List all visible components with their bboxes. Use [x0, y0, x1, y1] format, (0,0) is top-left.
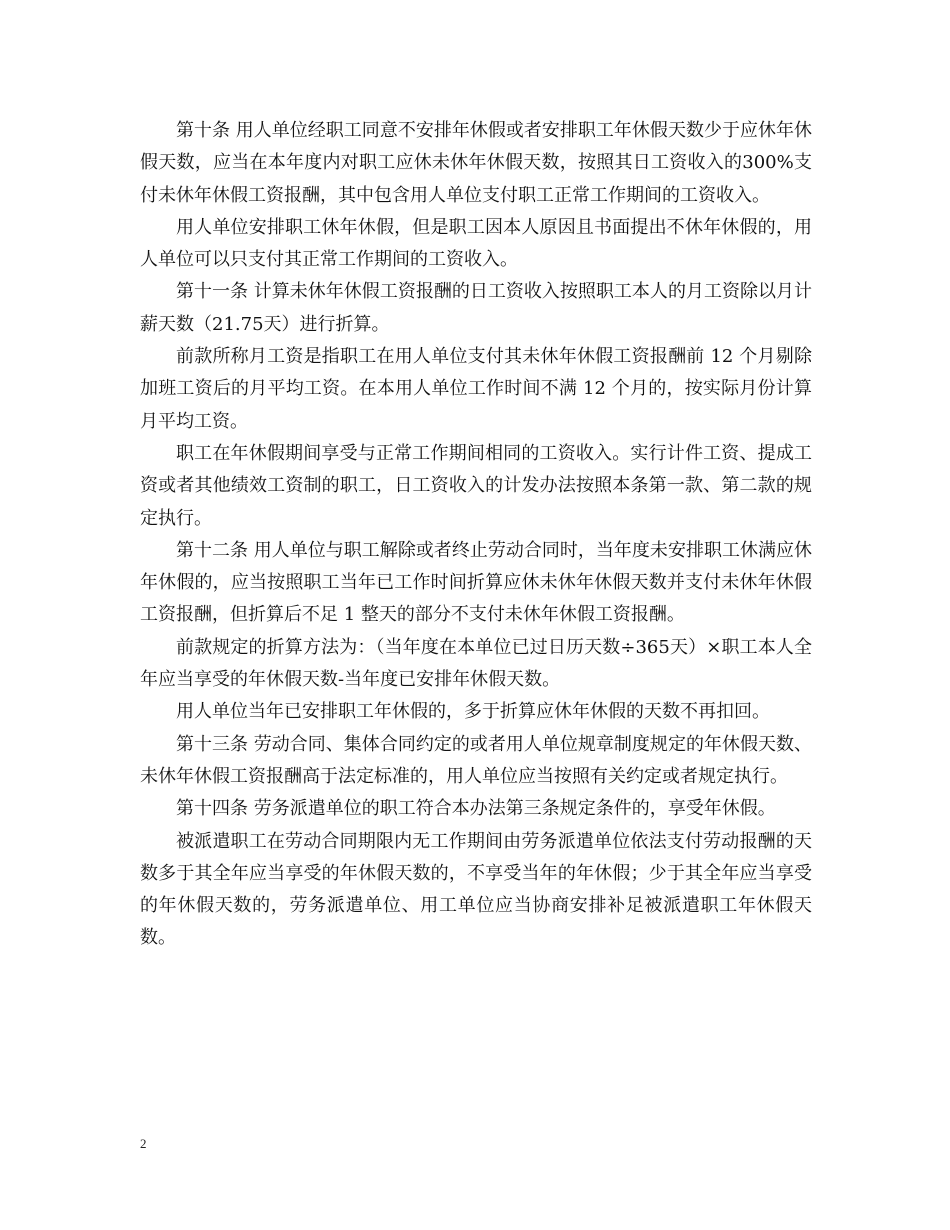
paragraph-article-13: 第十三条 劳动合同、集体合同约定的或者用人单位规章制度规定的年休假天数、未休年休假工资报酬高于法定标准的，用人单位应当按照有关约定或者规定执行。: [140, 733, 812, 787]
paragraph-article-11-piecework: 职工在年休假期间享受与正常工作期间相同的工资收入。实行计件工资、提成工资或者其他绩效工资制的职工，日工资收入的计发办法按照本条第一款、第二款的规定执行。: [140, 442, 812, 529]
paragraph-article-12-formula: 前款规定的折算方法为：（当年度在本单位已过日历天数÷365天）×职工本人全年应当享受的年休假天数-当年度已安排年休假天数。: [140, 636, 812, 691]
paragraph-article-11-monthly-wage: 前款所称月工资是指职工在用人单位支付其未休年休假工资报酬前 12 个月剔除加班工资后的月平均工资。在本用人单位工作时间不满 12 个月的，按实际月份计算月平均工资。: [140, 346, 812, 432]
paragraph-article-11: 第十一条 计算未休年休假工资报酬的日工资收入按照职工本人的月工资除以月计薪天数（21.75天）进行折算。: [140, 281, 812, 335]
paragraph-article-12: 第十二条 用人单位与职工解除或者终止劳动合同时，当年度未安排职工休满应休年休假的，应当按照职工当年已工作时间折算应休未休年休假天数并支付未休年休假工资报酬，但折算后不足 1 整天的部分不支付未休年休假工资报酬。: [140, 539, 812, 626]
paragraph-article-14: 第十四条 劳务派遣单位的职工符合本办法第三条规定条件的，享受年休假。: [176, 798, 776, 820]
document-body: [140, 115, 812, 955]
page-number: 2: [140, 1136, 147, 1151]
paragraph-article-10: 第十条 用人单位经职工同意不安排年休假或者安排职工年休假天数少于应休年休假天数，应当在本年度内对职工应休未休年休假天数，按照其日工资收入的300%支付未休年休假工资报酬，其中包含用人单位支付职工正常工作期间的工资收入。: [140, 120, 812, 206]
paragraph-article-12-no-deduction: 用人单位当年已安排职工年休假的，多于折算应休年休假的天数不再扣回。: [176, 701, 770, 723]
paragraph-article-10-note: 用人单位安排职工休年休假，但是职工因本人原因且书面提出不休年休假的，用人单位可以只支付其正常工作期间的工资收入。: [140, 216, 812, 271]
paragraph-article-14-dispatched: 被派遣职工在劳动合同期限内无工作期间由劳务派遣单位依法支付劳动报酬的天数多于其全年应当享受的年休假天数的，不享受当年的年休假；少于其全年应当享受的年休假天数的，劳务派遣单位、用工单位应当协商安排补足被派遣职工年休假天数。: [140, 830, 812, 949]
